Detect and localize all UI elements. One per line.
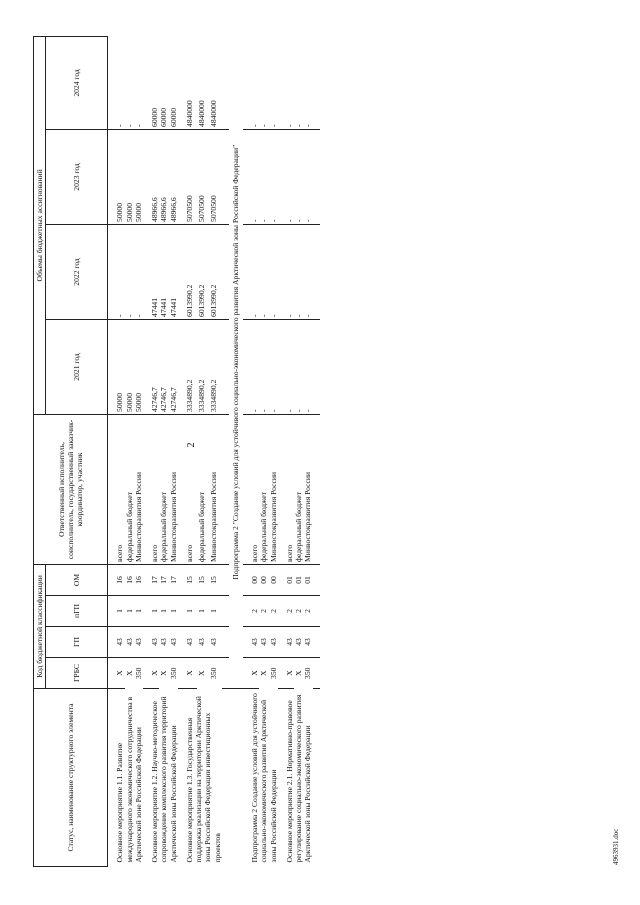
pgp-cell: 2 [259, 596, 268, 627]
budget-table [33, 36, 320, 867]
pgp-cell: 2 [294, 596, 303, 627]
header-om: ОМ [46, 564, 108, 595]
value-2023: 5070500 [197, 129, 209, 224]
value-2024: 4840000 [197, 36, 209, 129]
header-budget-group: Объемы бюджетных ассигнований [34, 36, 46, 414]
pgp-cell: 1 [150, 596, 159, 627]
pgp-cell: 1 [197, 596, 209, 627]
value-2021: 50000 [125, 319, 134, 414]
executor-cell: Минвостокразвития России [269, 414, 278, 564]
om-cell: 17 [169, 564, 178, 595]
budget-table-body [108, 36, 320, 866]
value-2023: - [269, 129, 278, 224]
value-2024: - [285, 36, 294, 129]
grbs-cell: Х [124, 670, 134, 676]
value-2023: 48966,6 [150, 129, 159, 224]
gp-cell: 43 [185, 627, 197, 658]
header-gp: ГП [46, 627, 108, 658]
value-2022: 6013990,2 [185, 224, 197, 319]
value-2023: 50000 [125, 129, 134, 224]
value-2021: - [303, 319, 312, 414]
om-cell: 01 [285, 564, 294, 595]
spacer-row [313, 36, 320, 866]
gp-cell: 43 [303, 627, 312, 658]
pgp-cell: 2 [269, 596, 278, 627]
table-row [285, 36, 294, 866]
executor-cell: всего [185, 414, 197, 564]
om-cell: 00 [269, 564, 278, 595]
gp-cell: 43 [250, 627, 259, 658]
value-2021: - [250, 319, 259, 414]
grbs-cell: 350 [168, 667, 178, 679]
value-2024: 4840000 [185, 36, 197, 129]
spacer-row [222, 36, 229, 866]
value-2024: 60000 [150, 36, 159, 129]
pgp-cell: 1 [115, 596, 124, 627]
om-cell: 15 [197, 564, 209, 595]
value-2023: - [303, 129, 312, 224]
executor-cell: федеральный бюджет [197, 414, 209, 564]
gp-cell: 43 [169, 627, 178, 658]
value-2022: - [285, 224, 294, 319]
header-year-2023: 2023 год [46, 129, 108, 224]
value-2021: 3334890,2 [209, 319, 221, 414]
spacer-row [143, 36, 150, 866]
om-cell: 16 [125, 564, 134, 595]
value-2023: - [259, 129, 268, 224]
value-2022: - [134, 224, 143, 319]
value-2024: - [294, 36, 303, 129]
header-year-2022: 2022 год [46, 224, 108, 319]
value-2022: 47441 [169, 224, 178, 319]
value-2023: 50000 [134, 129, 143, 224]
subprogram-row [229, 36, 243, 866]
value-2022: - [269, 224, 278, 319]
value-2021: 42746,7 [150, 319, 159, 414]
header-name: Статус, наименование структурного элемента [34, 689, 108, 867]
grbs-cell: 350 [133, 667, 143, 679]
executor-cell: всего [115, 414, 124, 564]
value-2021: 3334890,2 [197, 319, 209, 414]
value-2022: 47441 [150, 224, 159, 319]
grbs-cell: 350 [209, 667, 219, 679]
value-2024: 4840000 [209, 36, 221, 129]
value-2023: 48966,6 [169, 129, 178, 224]
element-name: Основное мероприятие 1.1. Развитие международного экономического сотрудничества в Арктической зоне Российской Федерации [115, 696, 143, 863]
gp-cell: 43 [150, 627, 159, 658]
header-grbs: ГРБС [46, 658, 108, 689]
header-executor: Ответственный исполнитель, соисполнитель, государственный заказчик-координатор, участник [34, 414, 108, 564]
gp-cell: 43 [115, 627, 124, 658]
om-cell: 00 [259, 564, 268, 595]
gp-cell: 43 [259, 627, 268, 658]
om-cell: 16 [115, 564, 124, 595]
value-2022: - [115, 224, 124, 319]
table-row [185, 36, 197, 866]
subprogram-title: Подпрограмма 2 "Создание условий для устойчивого социально-экономического развития Арктической зоны Российской Федерации" [229, 36, 243, 688]
value-2022: 6013990,2 [197, 224, 209, 319]
om-cell: 01 [294, 564, 303, 595]
executor-cell: всего [150, 414, 159, 564]
pgp-cell: 1 [169, 596, 178, 627]
pgp-cell: 1 [159, 596, 168, 627]
value-2023: 50000 [115, 129, 124, 224]
executor-cell: всего [285, 414, 294, 564]
value-2024: 60000 [159, 36, 168, 129]
pgp-cell: 1 [125, 596, 134, 627]
file-code: 4963931.doc [612, 828, 620, 865]
grbs-cell: Х [150, 658, 159, 689]
value-2023: - [285, 129, 294, 224]
value-2022: 6013990,2 [209, 224, 221, 319]
value-2021: 50000 [134, 319, 143, 414]
value-2023: - [250, 129, 259, 224]
value-2024: - [115, 36, 124, 129]
gp-cell: 43 [197, 627, 209, 658]
header-code-group: Код бюджетной классификации [34, 564, 46, 688]
grbs-cell: Х [259, 670, 269, 676]
pgp-cell: 1 [185, 596, 197, 627]
om-cell: 00 [250, 564, 259, 595]
value-2024: - [269, 36, 278, 129]
pgp-cell: 1 [209, 596, 221, 627]
executor-cell: всего [250, 414, 259, 564]
value-2024: 60000 [169, 36, 178, 129]
value-2021: - [294, 319, 303, 414]
grbs-cell: Х [115, 658, 124, 689]
grbs-cell: Х [197, 670, 207, 676]
element-name: Основное мероприятие 2.1. Нормативно-правовое регулирование социально-экономического развития Арктической зоны Российской Федерации [284, 694, 313, 863]
value-2021: - [285, 319, 294, 414]
value-2024: - [134, 36, 143, 129]
table-row [150, 36, 159, 866]
value-2021: 42746,7 [169, 319, 178, 414]
gp-cell: 43 [134, 627, 143, 658]
gp-cell: 43 [125, 627, 134, 658]
element-name: Подпрограмма 2 Создание условий для устойчивого социально-экономического развития Арктической зоны Российской Федерации [250, 693, 278, 863]
gp-cell: 43 [269, 627, 278, 658]
gp-cell: 43 [159, 627, 168, 658]
page-number: 2 [186, 442, 197, 448]
header-pgp: пГП [46, 596, 108, 627]
value-2022: 47441 [159, 224, 168, 319]
om-cell: 16 [134, 564, 143, 595]
executor-cell: федеральный бюджет [159, 414, 168, 564]
value-2021: 3334890,2 [185, 319, 197, 414]
grbs-cell: Х [285, 658, 294, 689]
gp-cell: 43 [209, 627, 221, 658]
gp-cell: 43 [294, 627, 303, 658]
header-year-2021: 2021 год [46, 319, 108, 414]
executor-cell: Минвостокразвития России [209, 414, 221, 564]
value-2021: - [269, 319, 278, 414]
value-2021: - [259, 319, 268, 414]
grbs-cell: Х [294, 670, 303, 676]
value-2023: 5070500 [185, 129, 197, 224]
value-2022: - [259, 224, 268, 319]
spacer-row [243, 36, 250, 866]
executor-cell: Минвостокразвития России [134, 414, 143, 564]
pgp-cell: 2 [250, 596, 259, 627]
value-2021: 50000 [115, 319, 124, 414]
executor-cell: федеральный бюджет [259, 414, 268, 564]
pgp-cell: 2 [285, 596, 294, 627]
grbs-cell: 350 [268, 667, 278, 679]
executor-cell: федеральный бюджет [125, 414, 134, 564]
table-row [115, 36, 124, 866]
gp-cell: 43 [285, 627, 294, 658]
value-2022: - [303, 224, 312, 319]
table-row [250, 36, 259, 866]
grbs-cell: 350 [303, 667, 313, 679]
value-2022: - [250, 224, 259, 319]
value-2023: 48966,6 [159, 129, 168, 224]
grbs-cell: Х [185, 658, 197, 689]
om-cell: 01 [303, 564, 312, 595]
om-cell: 15 [185, 564, 197, 595]
value-2022: - [294, 224, 303, 319]
om-cell: 15 [209, 564, 221, 595]
element-name: Основное мероприятие 1.2. Научно-методическое сопровождение комплексного развития территорий Арктической зоны Российской Федерации [150, 696, 178, 863]
spacer-row [108, 36, 116, 866]
spacer-row [178, 36, 185, 866]
grbs-cell: Х [159, 670, 169, 676]
element-name: Основное мероприятие 1.3. Государственная поддержка реализации на территории Арктической зоны Российской Федерации инвестиционных проектов [184, 696, 222, 863]
executor-cell: Минвостокразвития России [169, 414, 178, 564]
value-2024: - [125, 36, 134, 129]
header-year-2024: 2024 год [46, 36, 108, 129]
value-2023: - [294, 129, 303, 224]
executor-cell: федеральный бюджет [294, 414, 303, 564]
executor-cell: Минвостокразвития России [303, 414, 312, 564]
value-2022: - [125, 224, 134, 319]
grbs-cell: Х [250, 658, 259, 689]
value-2021: 42746,7 [159, 319, 168, 414]
om-cell: 17 [159, 564, 168, 595]
value-2024: - [250, 36, 259, 129]
value-2024: - [259, 36, 268, 129]
pgp-cell: 2 [303, 596, 312, 627]
value-2023: 5070500 [209, 129, 221, 224]
om-cell: 17 [150, 564, 159, 595]
pgp-cell: 1 [134, 596, 143, 627]
value-2024: - [303, 36, 312, 129]
spacer-row [278, 36, 285, 866]
